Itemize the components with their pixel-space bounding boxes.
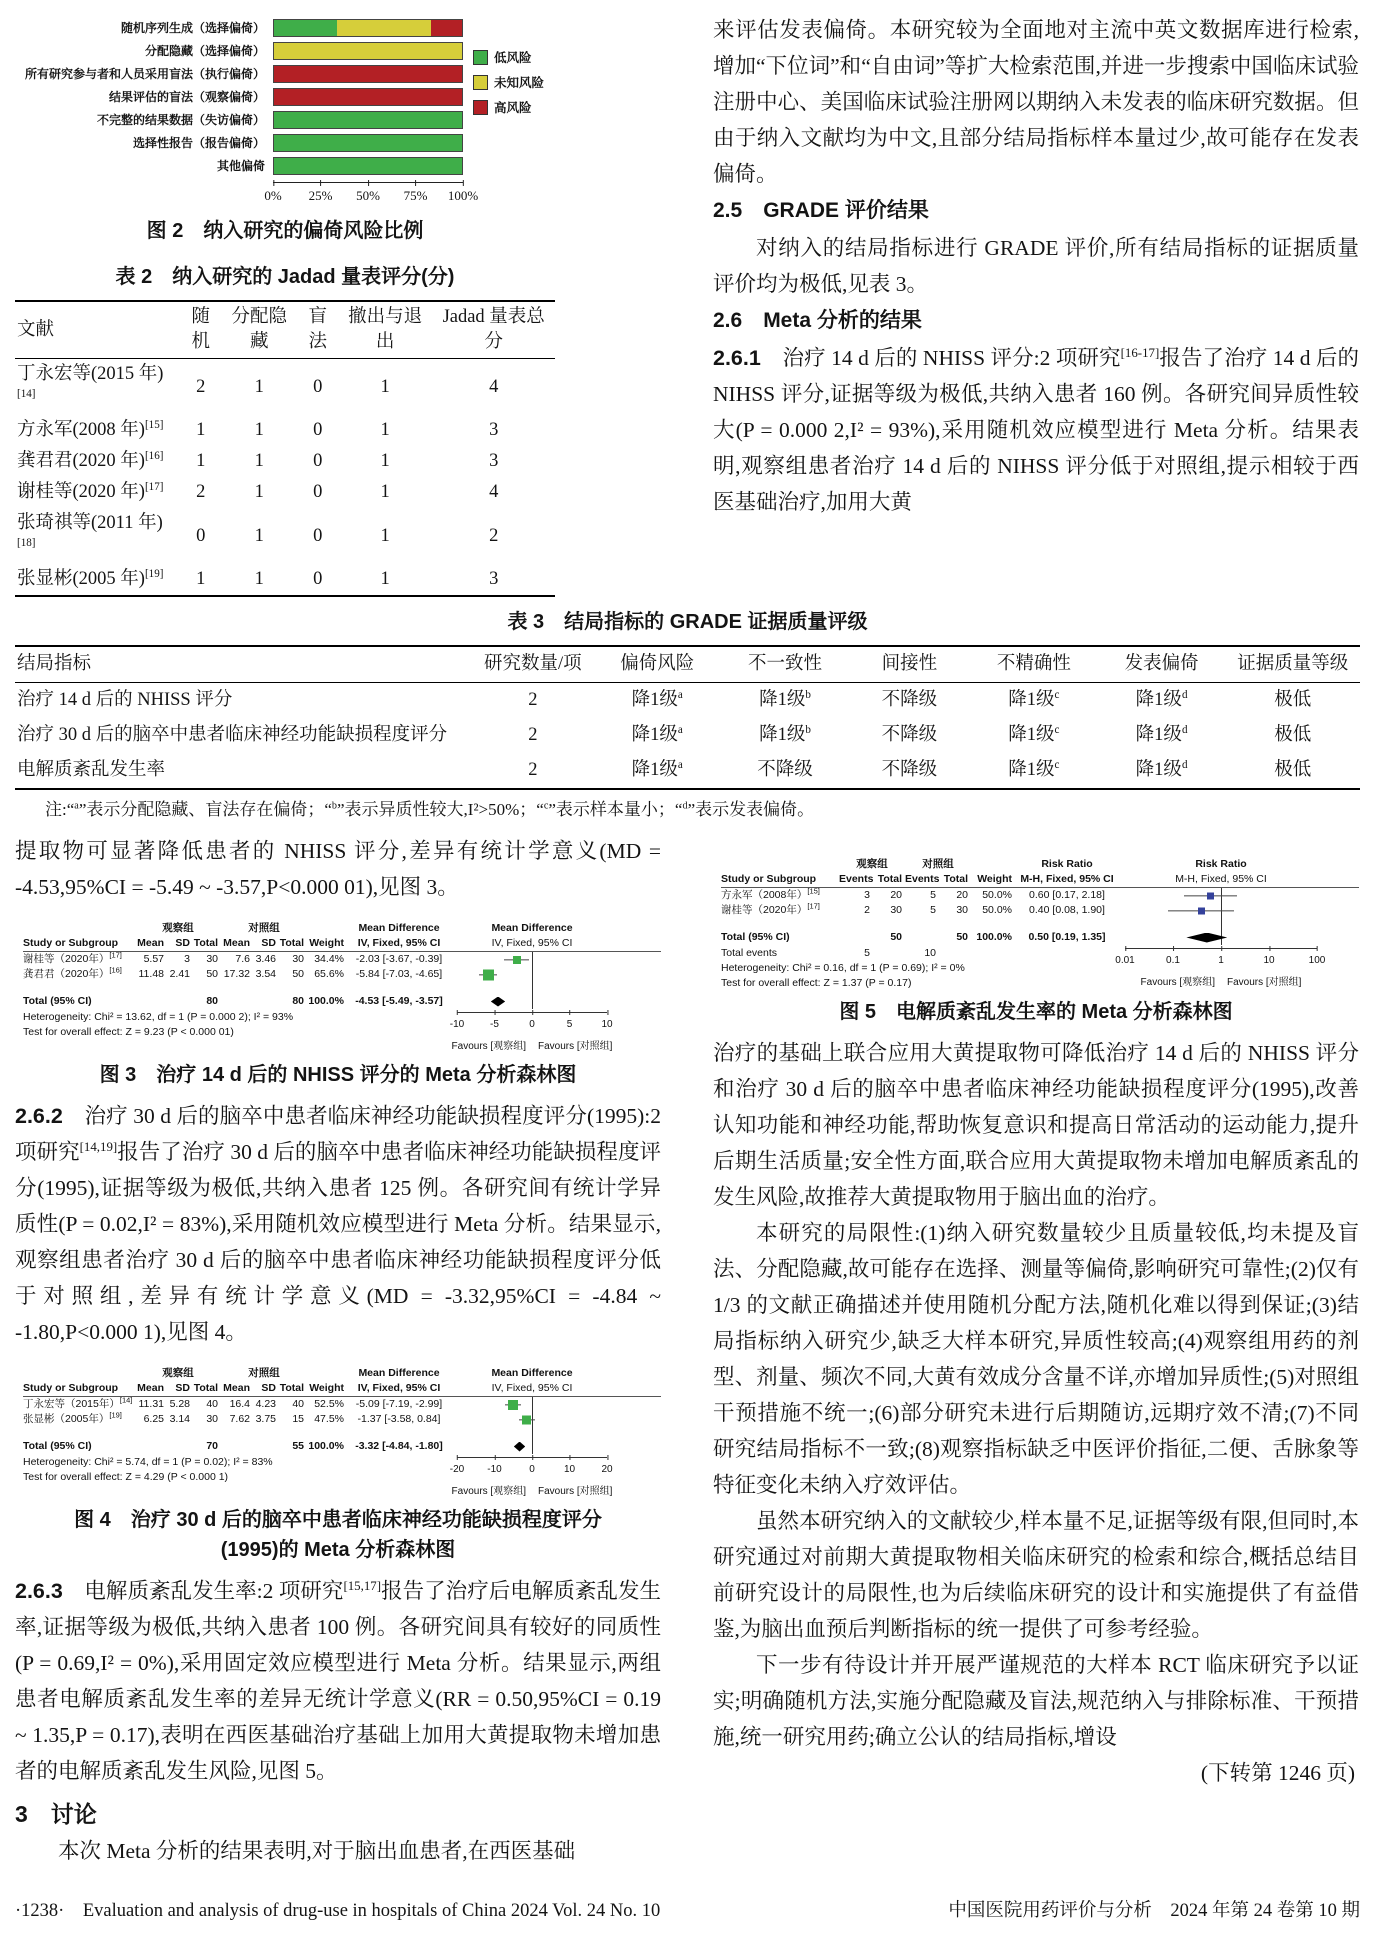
cell: 降1级$^c$ xyxy=(1008,758,1060,780)
score-cell: 1 xyxy=(380,376,390,397)
axis-tick-label: -10 xyxy=(449,1019,465,1030)
bias-category-label: 选择性报告（报告偏倚） xyxy=(132,136,265,150)
figure-forest-nhiss14 xyxy=(23,921,661,1054)
paragraph: 下一步有待设计并开展严谨规范的大样本 RCT 临床研究予以证实;明确随机方法,实施分配隐藏及盲法,规范纳入与排除标准、干预措施,统一研究用药;确立公认的结局指标,增设 xyxy=(713,1653,1359,1749)
legend-item xyxy=(473,98,544,116)
score-cell: 1 xyxy=(254,569,264,589)
legend-item xyxy=(473,48,544,66)
forest-total-cell xyxy=(457,994,607,1009)
section-heading-2-6: 2.6 Meta 分析的结果 xyxy=(713,309,922,332)
study-cell: 龚君君(2020 年)[16] xyxy=(17,449,164,471)
table-row xyxy=(15,477,555,508)
cell: 降1级$^d$ xyxy=(1135,723,1188,745)
legend-label: 低风险 xyxy=(494,51,532,65)
bias-category-label: 结果评估的盲法（观察偏倚） xyxy=(108,90,265,104)
bias-bar-segment xyxy=(274,66,462,82)
grade-table-block xyxy=(15,607,1360,823)
cell: 不降级 xyxy=(757,760,813,780)
paragraph: 本次 Meta 分析的结果表明,对于脑出血患者,在西医基础 xyxy=(58,1839,576,1863)
effect-marker xyxy=(522,1415,531,1424)
legend-color-swatch xyxy=(473,75,488,90)
subsection-number: 2.6.2 xyxy=(15,1104,63,1128)
column-header: 随机 xyxy=(191,307,211,352)
column-header: 间接性 xyxy=(881,654,938,674)
cell: 降1级$^c$ xyxy=(1008,723,1060,745)
axis-tick-label: 20 xyxy=(601,1464,613,1475)
legend-item xyxy=(473,73,544,91)
forest-total-row: Total (95% CI) 70 55 100.0% -3.32 [-4.84, -1.80] xyxy=(23,1439,661,1454)
forest-footer xyxy=(23,1010,661,1054)
bias-category-label: 分配隐藏（选择偏倚） xyxy=(144,44,265,58)
score-cell: 0 xyxy=(313,451,323,471)
axis-tick-label: 0.01 xyxy=(1115,955,1135,966)
cell: 降1级$^b$ xyxy=(759,688,811,710)
cell: 降1级$^d$ xyxy=(1135,758,1188,780)
legend-label: 未知风险 xyxy=(494,76,545,90)
paragraph: 虽然本研究纳入的文献较少,样本量不足,证据等级有限,但同时,本研究通过对前期大黄提取物相关临床研究的检索和综合,概括总结目前研究设计的局限性,也为后续临床研究的设计和实施提供了有益借鉴,为脑出血预后判断指标的统一提供了可参考经验。 xyxy=(713,1509,1359,1641)
column-header: 撤出与退出 xyxy=(348,307,423,352)
bias-category-label: 其他偏倚 xyxy=(216,159,265,173)
cell: 极低 xyxy=(1274,760,1312,780)
footer-left-page-info: ·1238· Evaluation and analysis of drug-use in hospitals of China 2024 Vol. 24 No. 10 xyxy=(15,1901,661,1921)
study-cell: 张琦祺等(2011 年)[18] xyxy=(17,513,163,549)
forest-group-header: 观察组 对照组 Mean Difference Mean Difference xyxy=(162,1367,573,1379)
forest-x-axis xyxy=(449,1457,613,1481)
axis-tick-label: 100 xyxy=(1308,955,1326,966)
outcome-cell: 治疗 14 d 后的 NHISS 评分 xyxy=(17,690,233,710)
study-cell: 张显彬(2005 年)[19] xyxy=(17,567,164,589)
paragraph: 提取物可显著降低患者的 NHISS 评分,差异有统计学意义(MD = -4.53,95%CI = -5.49 ~ -3.57,P<0.000 01),见图 3。 xyxy=(15,839,661,899)
figure3-caption: 图 3 治疗 14 d 后的 NHISS 评分的 Meta 分析森林图 xyxy=(99,1064,577,1086)
column-header: 文献 xyxy=(17,319,55,340)
overall-effect-text: Test for overall effect: Z = 4.29 (P < 0.000 1) xyxy=(23,1471,229,1483)
bias-bar xyxy=(273,65,463,83)
paragraph: 本研究的局限性:(1)纳入研究数量较少且质量较低,均未提及盲法、分配隐藏,故可能存在选择、测量等偏倚,影响研究可靠性;(2)仅有 1/3 的文献正确描述并使用随机分配方法,随机化难以得到保证;(3)结局指标纳入研究少,缺乏大样本研究,异质性较高;(4)观察组用药的剂型、剂量、频次不同,大黄有效成分含量不详,亦增加异质性;(5)对照组干预措施不统一;(6)部分研究未进行后期随访,远期疗效不清;(7)不同研究结局指标不一致;(8)观察指标缺乏中医评价指征,二便、舌脉象等特征变化未纳入疗效评估。 xyxy=(713,1221,1359,1497)
effect-marker xyxy=(508,1400,518,1410)
forest-plot xyxy=(23,1366,661,1499)
forest-x-axis xyxy=(449,1012,613,1036)
bias-bar xyxy=(273,157,463,175)
forest-plot xyxy=(23,921,661,1054)
total-diamond xyxy=(491,997,505,1007)
paragraph: 对纳入的结局指标进行 GRADE 评价,所有结局指标的证据质量评价均为极低,见表 3。 xyxy=(713,236,1359,296)
study-cell: 谢桂等(2020 年)[17] xyxy=(17,480,164,502)
table-row xyxy=(15,564,555,596)
effect-marker xyxy=(483,969,494,980)
bias-bar xyxy=(273,42,463,60)
forest-study-row: 张显彬（2005年）[19] 6.25 3.14 30 7.62 3.75 15 47.5% -1.37 [-3.58, 0.84] xyxy=(23,1412,661,1427)
score-cell: 1 xyxy=(196,451,206,471)
cell: 2 xyxy=(528,725,538,745)
effect-marker xyxy=(513,956,521,964)
score-cell: 2 xyxy=(196,376,206,397)
figure-bias-risk xyxy=(15,18,555,210)
figure2-caption: 图 2 纳入研究的偏倚风险比例 xyxy=(146,220,424,242)
table3-title: 表 3 结局指标的 GRADE 证据质量评级 xyxy=(507,611,868,633)
cell: 极低 xyxy=(1274,725,1312,745)
forest-total-cell xyxy=(1125,930,1317,945)
paragraph: 治疗的基础上联合应用大黄提取物可降低治疗 14 d 后的 NHISS 评分和治疗 30 d 后的脑卒中患者临床神经功能缺损程度评分(1995),改善认知功能和神经功能,帮助恢复意识和提高日常活动的运动能力,提升后期生活质量;安全性方面,联合应用大黄提取物未增加电解质紊乱的发生风险,故推荐大黄提取物用于脑出血的治疗。 xyxy=(713,1041,1359,1209)
table-row xyxy=(15,359,555,416)
axis-tick-label: 100% xyxy=(447,188,479,203)
score-cell: 1 xyxy=(380,525,390,546)
score-cell: 1 xyxy=(380,420,390,440)
column-right-top xyxy=(713,12,1359,597)
bias-bar-segment xyxy=(274,43,462,59)
grade-quality-table xyxy=(15,645,1360,790)
top-columns xyxy=(15,12,1360,597)
column-header: Jadad 量表总分 xyxy=(442,307,545,352)
table2-title: 表 2 纳入研究的 Jadad 量表评分(分) xyxy=(115,266,455,288)
axis-tick-label: -20 xyxy=(449,1464,465,1475)
score-cell: 0 xyxy=(313,376,323,397)
paragraph-2-6-2: 2.6.2 治疗 30 d 后的脑卒中患者临床神经功能缺损程度评分(1995):2 项研究[14,19]报告了治疗 30 d 后的脑卒中患者临床神经功能缺损程度评分(1995),证据等级为极低,共纳入患者 125 例。各研究间有统计学异质性(P = 0.02,I² = 83%),采用随机效应模型进行 Meta 分析。结果显示,观察组患者治疗 30 d 后的脑卒中患者临床神经功能缺损程度评分低于对照组,差异有统计学意义(MD = -3.32,95%CI = -4.84 ~ -1.80,P<0.000 1),见图 4。 xyxy=(15,1104,661,1344)
total-diamond xyxy=(1186,933,1227,943)
overall-effect-text: Test for overall effect: Z = 9.23 (P < 0.000 01) xyxy=(23,1026,234,1038)
forest-footer xyxy=(23,1455,661,1499)
legend-color-swatch xyxy=(473,50,488,65)
bias-bar-segment xyxy=(274,158,462,174)
chart-legend xyxy=(473,48,544,123)
forest-spacer-row xyxy=(721,918,1359,930)
column-header: 发表偏倚 xyxy=(1124,654,1199,674)
jadad-score-table xyxy=(15,300,555,597)
forest-spacer-row xyxy=(23,1427,661,1439)
forest-x-axis xyxy=(1115,948,1326,972)
cell: 极低 xyxy=(1274,690,1312,710)
column-header: 分配隐藏 xyxy=(231,307,287,352)
cell: 2 xyxy=(528,760,538,780)
forest-plot-cell xyxy=(457,1397,607,1412)
cell: 降1级$^a$ xyxy=(631,688,683,710)
study-cell: 方永军(2008 年)[15] xyxy=(17,418,164,440)
heterogeneity-text: Heterogeneity: Chi² = 0.16, df = 1 (P = 0.69); I² = 0% xyxy=(721,962,965,974)
forest-column-header: Study or Subgroup Events Total Events Total Weight M-H, Fixed, 95% CI M-H, Fixed, 95% CI xyxy=(721,872,1359,888)
bias-category-label: 所有研究参与者和人员采用盲法（执行偏倚） xyxy=(24,67,265,81)
forest-plot-cell xyxy=(1125,888,1317,903)
score-cell: 4 xyxy=(489,482,499,502)
forest-plot-cell xyxy=(457,952,607,967)
table-row xyxy=(15,718,1360,753)
legend-label: 高风险 xyxy=(494,101,532,115)
favours-labels: Favours [观察组] Favours [对照组] xyxy=(451,1486,613,1497)
figure-forest-stroke30 xyxy=(23,1366,661,1499)
axis-tick-label: -10 xyxy=(487,1464,502,1475)
forest-total-cell xyxy=(457,1439,607,1454)
cell: 不降级 xyxy=(881,725,938,745)
score-cell: 1 xyxy=(254,376,264,397)
table-row xyxy=(15,753,1360,789)
score-cell: 1 xyxy=(380,451,390,471)
bias-bar-segment xyxy=(431,20,462,36)
bias-category-label: 不完整的结果数据（失访偏倚） xyxy=(96,113,265,127)
heterogeneity-text: Heterogeneity: Chi² = 5.74, df = 1 (P = 0.02); I² = 83% xyxy=(23,1456,273,1468)
page-footer xyxy=(15,1896,1360,1922)
favours-labels: Favours [观察组] Favours [对照组] xyxy=(1140,977,1302,988)
figure4-caption: 图 4 治疗 30 d 后的脑卒中患者临床神经功能缺损程度评分 (1995)的 Meta 分析森林图 xyxy=(74,1509,602,1561)
score-cell: 0 xyxy=(313,420,323,440)
column-header: 结局指标 xyxy=(17,654,92,674)
score-cell: 2 xyxy=(489,525,499,546)
score-cell: 1 xyxy=(196,420,206,440)
bias-bar-segment xyxy=(274,135,462,151)
axis-tick-label: 25% xyxy=(308,188,333,203)
effect-marker xyxy=(1198,907,1205,914)
forest-study-row: 龚君君（2020年）[16] 11.48 2.41 50 17.32 3.54 50 65.6% -5.84 [-7.03, -4.65] xyxy=(23,967,661,982)
bias-bar xyxy=(273,19,463,37)
bias-bar-segment xyxy=(274,89,462,105)
bias-bar xyxy=(273,111,463,129)
cell: 不降级 xyxy=(881,690,938,710)
forest-group-header: 观察组 对照组 Mean Difference Mean Difference xyxy=(162,922,573,934)
paragraph-2-6-3: 2.6.3 电解质紊乱发生率:2 项研究[15,17]报告了治疗后电解质紊乱发生率,证据等级为极低,共纳入患者 100 例。各研究间具有较好的同质性(P = 0.69,I² = 0%),采用固定效应模型进行 Meta 分析。结果显示,两组患者电解质紊乱发生率的差异无统计学意义(RR = 0.50,95%CI = 0.19 ~ 1.35,P = 0.17),表明在西医基础治疗基础上加用大黄提取物未增加患者的电解质紊乱发生风险,见图 5。 xyxy=(15,1578,661,1783)
score-cell: 4 xyxy=(489,376,499,397)
forest-plot xyxy=(721,857,1359,991)
paragraph: 来评估发表偏倚。本研究较为全面地对主流中英文数据库进行检索,增加“下位词”和“自由词”等扩大检索范围,并进一步搜索中国临床试验注册中心、美国临床试验注册网以期纳入未发表的临床研究数据。但由于纳入文献均为中文,且部分结局指标样本量过少,故可能存在发表偏倚。 xyxy=(713,18,1359,186)
score-cell: 3 xyxy=(489,569,499,589)
forest-spacer-row xyxy=(23,982,661,994)
axis-tick-label: -5 xyxy=(490,1019,499,1030)
bias-x-axis xyxy=(264,182,479,210)
paragraph-2-6-1: 2.6.1 治疗 14 d 后的 NHISS 评分:2 项研究[16-17]报告了治疗 14 d 后的 NIHSS 评分,证据等级为极低,共纳入患者 160 例。各研究间异质性较大(P = 0.000 2,I² = 93%),采用随机效应模型进行 Meta 分析。结果表明,观察组患者治疗 14 d 后的 NIHSS 评分低于对照组,提示相较于西医基础治疗,加用大黄 xyxy=(713,345,1359,514)
forest-column-header: Study or Subgroup Mean SD Total Mean SD Total Weight IV, Fixed, 95% CI IV, Fixed, 95% CI xyxy=(23,936,661,952)
score-cell: 0 xyxy=(196,525,206,546)
bias-bar-segment xyxy=(274,112,462,128)
axis-tick-label: 10 xyxy=(563,1464,576,1475)
bias-bar-row xyxy=(15,156,555,176)
overall-effect-text: Test for overall effect: Z = 1.37 (P = 0.17) xyxy=(721,977,912,989)
axis-tick-label: 5 xyxy=(566,1019,573,1030)
cell: 降1级$^a$ xyxy=(631,758,683,780)
forest-group-header: 观察组 对照组 Risk Ratio Risk Ratio xyxy=(856,858,1247,870)
figure5-caption: 图 5 电解质紊乱发生率的 Meta 分析森林图 xyxy=(839,1001,1233,1023)
score-cell: 3 xyxy=(489,451,499,471)
bias-bar xyxy=(273,88,463,106)
score-cell: 0 xyxy=(313,482,323,502)
column-header: 不精确性 xyxy=(996,654,1071,674)
table-row xyxy=(15,508,555,564)
axis-tick-label: 0 xyxy=(529,1464,535,1475)
score-cell: 1 xyxy=(254,525,264,546)
axis-tick-label: 0% xyxy=(264,188,282,203)
forest-study-row: 谢桂等（2020年）[17] 5.57 3 30 7.6 3.46 30 34.4% -2.03 [-3.67, -0.39] xyxy=(23,952,661,967)
forest-study-row: 方永军（2008年）[15] 3 20 5 20 50.0% 0.60 [0.17, 2.18] xyxy=(721,888,1359,903)
table3-footnote: 注:“$^a$”表示分配隐藏、盲法存在偏倚；“$^b$”表示异质性较大,I²>50%；“$^c$”表示样本量小；“$^d$”表示发表偏倚。 xyxy=(45,800,815,819)
section-heading-2-5: 2.5 GRADE 评价结果 xyxy=(713,199,929,222)
column-header: 偏倚风险 xyxy=(620,654,695,674)
bottom-columns xyxy=(15,833,1360,1869)
axis-tick-label: 0.1 xyxy=(1166,955,1180,966)
bias-bar xyxy=(273,134,463,152)
bias-category-label: 随机序列生成（选择偏倚） xyxy=(120,21,265,35)
outcome-cell: 电解质紊乱发生率 xyxy=(17,760,166,780)
study-cell: 丁永宏等(2015 年)[14] xyxy=(17,364,164,400)
cell: 降1级$^b$ xyxy=(759,723,811,745)
table-header-row xyxy=(15,646,1360,683)
score-cell: 1 xyxy=(196,569,206,589)
column-left-top xyxy=(15,12,661,597)
column-left-bottom xyxy=(15,833,661,1869)
bias-bar-segment xyxy=(274,20,337,36)
column-header: 盲法 xyxy=(308,307,327,352)
total-diamond xyxy=(514,1442,525,1452)
axis-tick-label: 1 xyxy=(1218,955,1224,966)
cell: 降1级$^c$ xyxy=(1008,688,1060,710)
cell: 降1级$^a$ xyxy=(631,723,683,745)
forest-study-row: 谢桂等（2020年）[17] 2 30 5 30 50.0% 0.40 [0.08, 1.90] xyxy=(721,903,1359,918)
cell: 不降级 xyxy=(881,760,938,780)
column-header: 证据质量等级 xyxy=(1237,654,1349,674)
effect-marker xyxy=(1207,892,1214,899)
score-cell: 1 xyxy=(254,482,264,502)
bias-axis-row xyxy=(15,179,555,210)
forest-study-row: 丁永宏等（2015年）[14] 11.31 5.28 40 16.4 4.23 40 52.5% -5.09 [-7.19, -2.99] xyxy=(23,1397,661,1412)
figure-forest-electrolyte xyxy=(721,857,1359,991)
forest-total-row: Total (95% CI) 50 50 100.0% 0.50 [0.19, 1.35] xyxy=(721,930,1359,945)
section-heading-discussion: 3 讨论 xyxy=(15,1801,97,1827)
score-cell: 1 xyxy=(254,451,264,471)
cell: 2 xyxy=(528,690,538,710)
axis-tick-label: 10 xyxy=(1263,955,1275,966)
bias-bar-row xyxy=(15,133,555,153)
favours-labels: Favours [观察组] Favours [对照组] xyxy=(451,1041,613,1052)
column-right-bottom xyxy=(713,833,1359,1869)
table-header-row xyxy=(15,301,555,359)
axis-tick-label: 0 xyxy=(529,1019,535,1030)
axis-tick-label: 50% xyxy=(356,188,380,203)
footer-right-journal-info: 中国医院用药评价与分析 2024 年第 24 卷第 10 期 xyxy=(948,1901,1360,1921)
total-events-row: Total events 5 10 xyxy=(721,947,936,959)
table-row xyxy=(15,446,555,477)
column-header: 研究数量/项 xyxy=(484,654,582,674)
legend-color-swatch xyxy=(473,100,488,115)
forest-footer xyxy=(721,946,1359,991)
axis-tick-label: 75% xyxy=(403,188,428,203)
bias-bar-row xyxy=(15,18,555,38)
continued-on-page-note: (下转第 1246 页) xyxy=(1200,1761,1355,1785)
score-cell: 1 xyxy=(254,420,264,440)
score-cell: 0 xyxy=(313,569,323,589)
axis-tick-label: 10 xyxy=(601,1019,613,1030)
outcome-cell: 治疗 30 d 后的脑卒中患者临床神经功能缺损程度评分 xyxy=(17,725,448,745)
score-cell: 1 xyxy=(380,482,390,502)
forest-total-row: Total (95% CI) 80 80 100.0% -4.53 [-5.49, -3.57] xyxy=(23,994,661,1009)
heterogeneity-text: Heterogeneity: Chi² = 13.62, df = 1 (P = 0.000 2); I² = 93% xyxy=(23,1011,294,1023)
bias-bar-segment xyxy=(337,20,431,36)
subsection-number: 2.6.1 xyxy=(713,346,761,370)
column-header: 不一致性 xyxy=(748,654,823,674)
cell: 降1级$^d$ xyxy=(1135,688,1188,710)
table-row xyxy=(15,683,1360,719)
forest-column-header: Study or Subgroup Mean SD Total Mean SD Total Weight IV, Fixed, 95% CI IV, Fixed, 95% CI xyxy=(23,1381,661,1397)
table-row xyxy=(15,415,555,446)
score-cell: 2 xyxy=(196,482,206,502)
score-cell: 1 xyxy=(380,569,390,589)
subsection-number: 2.6.3 xyxy=(15,1579,63,1603)
score-cell: 3 xyxy=(489,420,499,440)
score-cell: 0 xyxy=(313,525,323,546)
